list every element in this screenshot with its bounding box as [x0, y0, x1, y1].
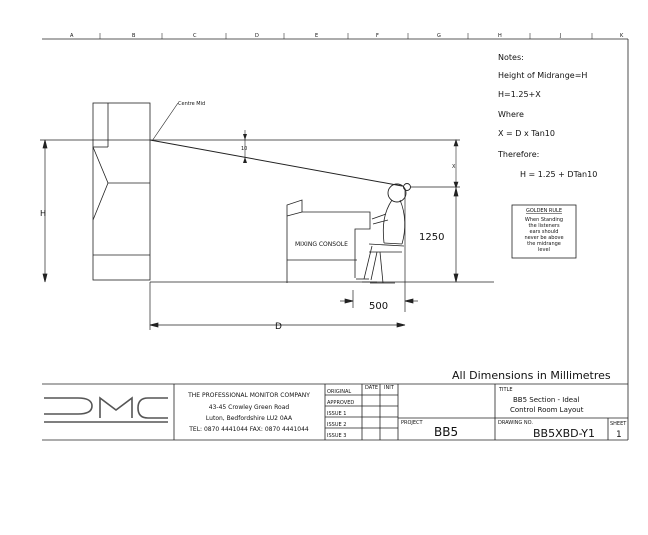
height-h-label: H	[40, 209, 47, 218]
col-letter-h: H	[498, 33, 502, 39]
pmc-logo	[44, 398, 168, 422]
notes-line-1: Height of Midrange=H	[498, 71, 588, 80]
tilt-sight-line	[150, 140, 402, 186]
listener-figure	[356, 200, 405, 283]
golden-rule-text	[524, 217, 563, 253]
col-letter-b: B	[132, 33, 136, 39]
golden-rule-line-5: the midrange	[527, 241, 561, 247]
height-dimension	[40, 140, 150, 282]
company-name: THE PROFESSIONAL MONITOR COMPANY	[188, 392, 310, 399]
golden-rule-line-4: never be above	[524, 235, 564, 241]
sheet-label: SHEET	[610, 421, 627, 427]
notes-block	[497, 53, 597, 179]
centre-mid-label: Centre Mid	[178, 101, 206, 107]
golden-rule-line-3: ears should	[529, 229, 559, 235]
company-address-2: Luton, Bedfordshire LU2 0AA	[205, 415, 293, 422]
dim-1250-lines	[454, 188, 458, 282]
column-letters	[70, 33, 624, 39]
rev-row-issue-3: ISSUE 3	[327, 433, 347, 439]
rev-row-original: ORIGINAL	[327, 389, 352, 395]
project-label: PROJECT	[401, 420, 423, 426]
sheet-value: 1	[616, 430, 622, 440]
rev-row-approved: APPROVED	[327, 400, 355, 406]
rev-date-header: DATE	[365, 385, 379, 391]
drawing-no-value: BB5XBD-Y1	[533, 427, 596, 440]
golden-rule-title: GOLDEN RULE	[525, 208, 563, 214]
mixing-console-label: MIXING CONSOLE	[295, 241, 348, 248]
golden-rule-line-2: the listeners	[528, 223, 560, 229]
col-letter-c: C	[193, 33, 197, 39]
notes-title: Notes:	[498, 53, 524, 62]
notes-line-2: H=1.25+X	[498, 90, 541, 99]
col-letter-j: J	[560, 33, 562, 39]
drawing-title-line-2: Control Room Layout	[510, 406, 584, 414]
title-label: TITLE	[499, 387, 513, 393]
golden-rule-line-1: When Standing	[524, 217, 564, 223]
notes-line-6: H = 1.25 + DTan10	[520, 170, 598, 179]
project-value: BB5	[434, 425, 459, 439]
col-letter-f: F	[376, 33, 379, 39]
centre-mid-leader	[152, 103, 178, 141]
dim-500-lines	[340, 190, 418, 312]
dim-500-label: 500	[369, 301, 389, 312]
company-contact: TEL: 0870 4441044 FAX: 0870 4441044	[189, 426, 309, 433]
col-letter-k: K	[620, 33, 624, 39]
dim-d-label: D	[275, 322, 282, 332]
revision-table	[327, 385, 395, 439]
col-letter-g: G	[437, 33, 441, 39]
col-letter-a: A	[70, 33, 74, 39]
column-ticks	[100, 33, 592, 39]
notes-line-5: Therefore:	[498, 150, 540, 159]
drawing-no-label: DRAWING NO.	[498, 420, 533, 426]
rev-init-header: INIT	[384, 385, 394, 391]
col-letter-d: D	[255, 33, 259, 39]
golden-rule-line-6: level	[538, 247, 550, 253]
company-address-1: 43-45 Crowley Green Road	[208, 404, 290, 411]
drawing-title-line-1: BB5 Section - Ideal	[513, 396, 580, 404]
dim-1250-label: 1250	[419, 232, 445, 243]
notes-line-4: X = D x Tan10	[498, 129, 555, 138]
rev-row-issue-2: ISSUE 2	[327, 422, 347, 428]
col-letter-e: E	[315, 33, 319, 39]
x-label: X	[452, 164, 456, 170]
notes-line-3: Where	[498, 110, 524, 119]
angle-label: 10	[241, 146, 248, 152]
all-dimensions-note: All Dimensions in Millimetres	[452, 369, 611, 382]
listener-ear-marker	[404, 184, 411, 191]
monitor-speaker	[93, 103, 150, 280]
rev-row-issue-1: ISSUE 1	[327, 411, 347, 417]
company-details	[187, 392, 310, 433]
angle-arrowhead-upper	[243, 134, 247, 140]
